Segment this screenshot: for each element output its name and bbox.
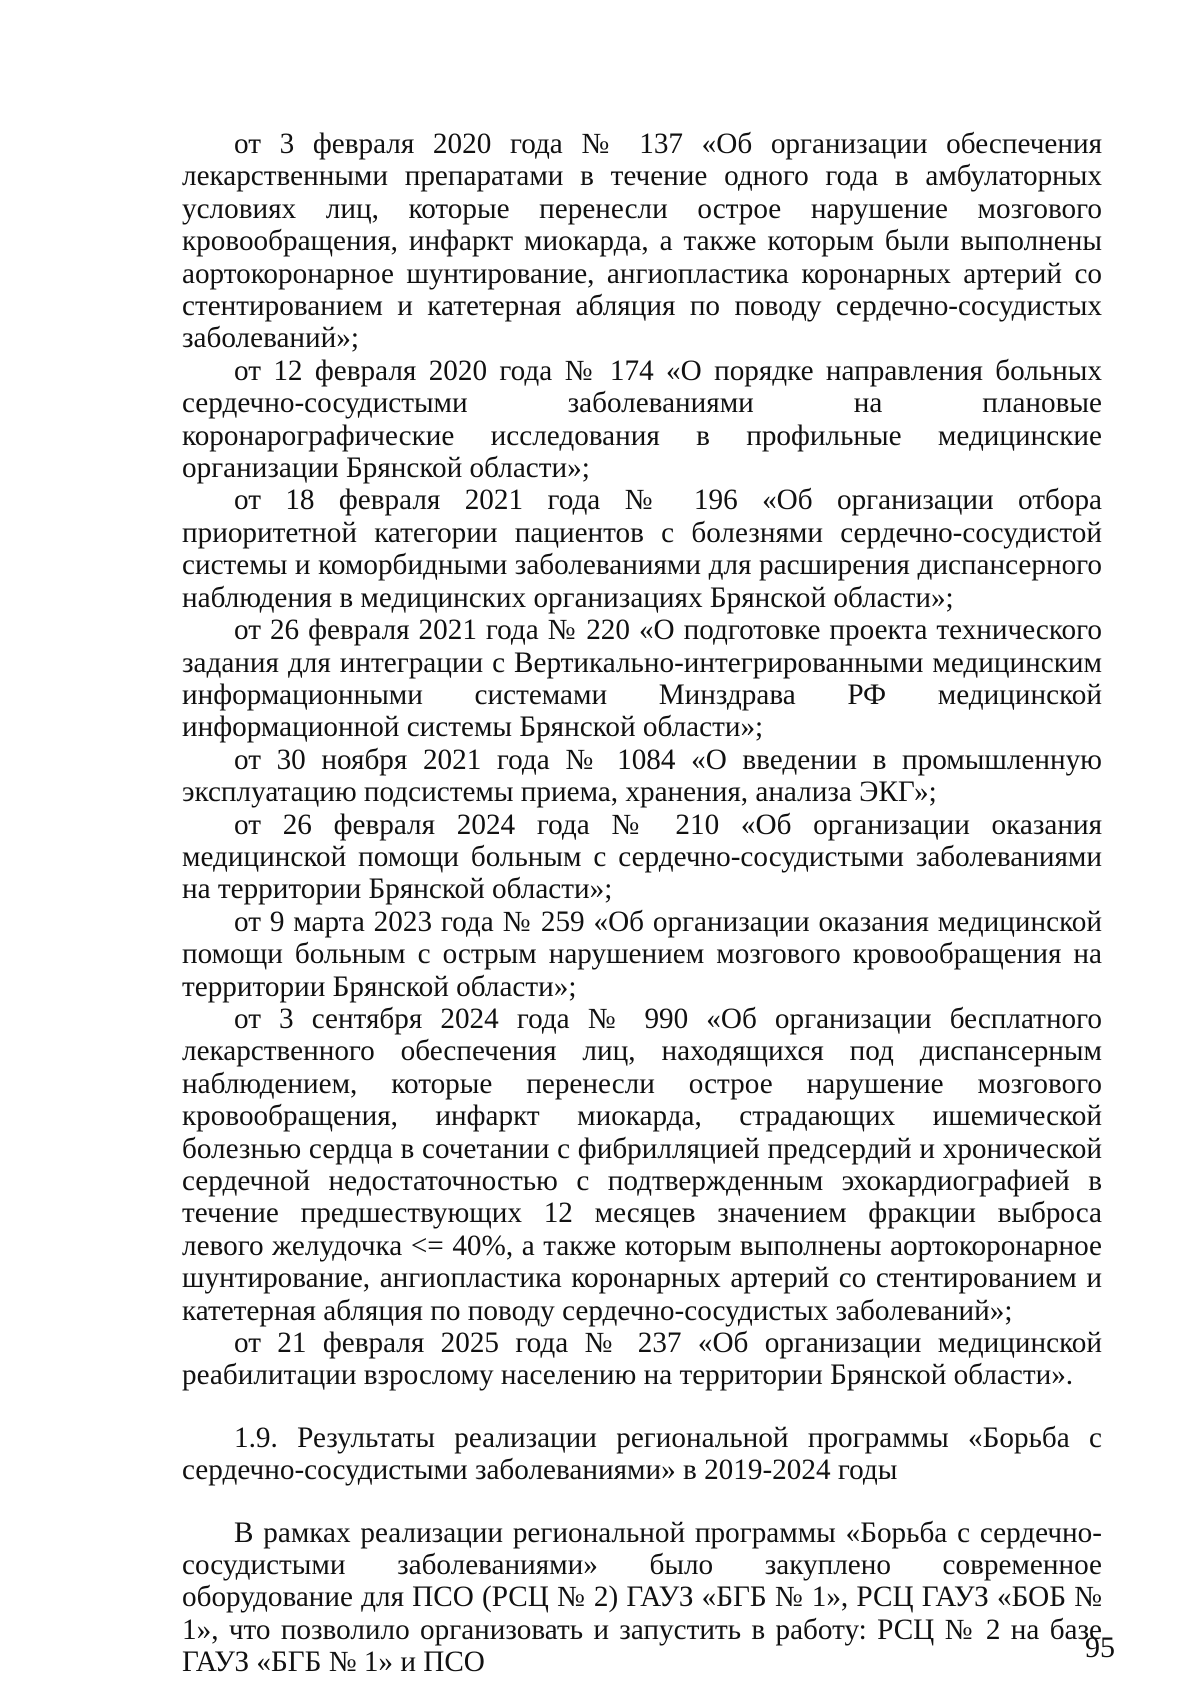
order-item-210: от 26 февраля 2024 года № 210 «Об организации оказания медицинской помощи больным с сердечно-сосудистыми заболеваниями на территории Брянской области»; (182, 808, 1102, 906)
order-item-1084: от 30 ноября 2021 года № 1084 «О введении в промышленную эксплуатацию подсистемы приема, хранения, анализа ЭКГ»; (182, 743, 1102, 809)
order-item-237: от 21 февраля 2025 года № 237 «Об организации медицинской реабилитации взрослому населению на территории Брянской области». (182, 1327, 1102, 1392)
order-item-990: от 3 сентября 2024 года № 990 «Об организации бесплатного лекарственного обеспечения лиц, находящихся под диспансерным наблюдением, которые перенесли острое нарушение мозгового кровообращения, инфаркт миокарда, страдающих ишемической болезнью сердца в сочетании с фибрилляцией предсердий и хронической сердечной недостаточностью с подтвержденным эхокардиографией в течение предшествующих 12 месяцев значением фракции выброса левого желудочка <= 40%, а также которым выполнены аортокоронарное шунтирование, ангиопластика коронарных артерий со стентированием и катетерная абляция по поводу сердечно-сосудистых заболеваний»; (182, 1002, 1102, 1327)
closing-paragraph: В рамках реализации региональной программы «Борьба с сердечно-сосудистыми заболеваниями» было закуплено современное оборудование для ПСО (РСЦ № 2) ГАУЗ «БГБ № 1», РСЦ ГАУЗ «БОБ № 1», что позволило организовать и запустить в работу: РСЦ № 2 на базе ГАУЗ «БГБ № 1» и ПСО (182, 1516, 1102, 1679)
page-number: 95 (1085, 1631, 1115, 1664)
order-item-196: от 18 февраля 2021 года № 196 «Об организации отбора приоритетной категории пациентов с болезнями сердечно-сосудистой системы и коморбидными заболеваниями для расширения диспансерного наблюдения в медицинских организациях Брянской области»; (182, 484, 1102, 614)
order-item-174: от 12 февраля 2020 года № 174 «О порядке направления больных сердечно-сосудистыми заболеваниями на плановые коронарографические исследования в профильные медицинские организации Брянской области»; (182, 354, 1102, 485)
section-heading: 1.9. Результаты реализации региональной программы «Борьба с сердечно-сосудистыми заболеваниями» в 2019-2024 годы (182, 1421, 1102, 1487)
order-item-220: от 26 февраля 2021 года № 220 «О подготовке проекта технического задания для интеграции с Вертикально-интегрированными медицинским информационными системами Минздрава РФ медицинской информационной системы Брянской области»; (182, 614, 1102, 744)
order-item-259: от 9 марта 2023 года № 259 «Об организации оказания медицинской помощи больным с острым нарушением мозгового кровообращения на территории Брянской области»; (182, 905, 1102, 1003)
order-item-137: от 3 февраля 2020 года № 137 «Об организации обеспечения лекарственными препаратами в течение одного года в амбулаторных условиях лиц, которые перенесли острое нарушение мозгового кровообращения, инфаркт миокарда, а также которым были выполнены аортокоронарное шунтирование, ангиопластика коронарных артерий со стентированием и катетерная абляция по поводу сердечно-сосудистых заболеваний»; (182, 128, 1102, 355)
document-body (182, 128, 1102, 1679)
